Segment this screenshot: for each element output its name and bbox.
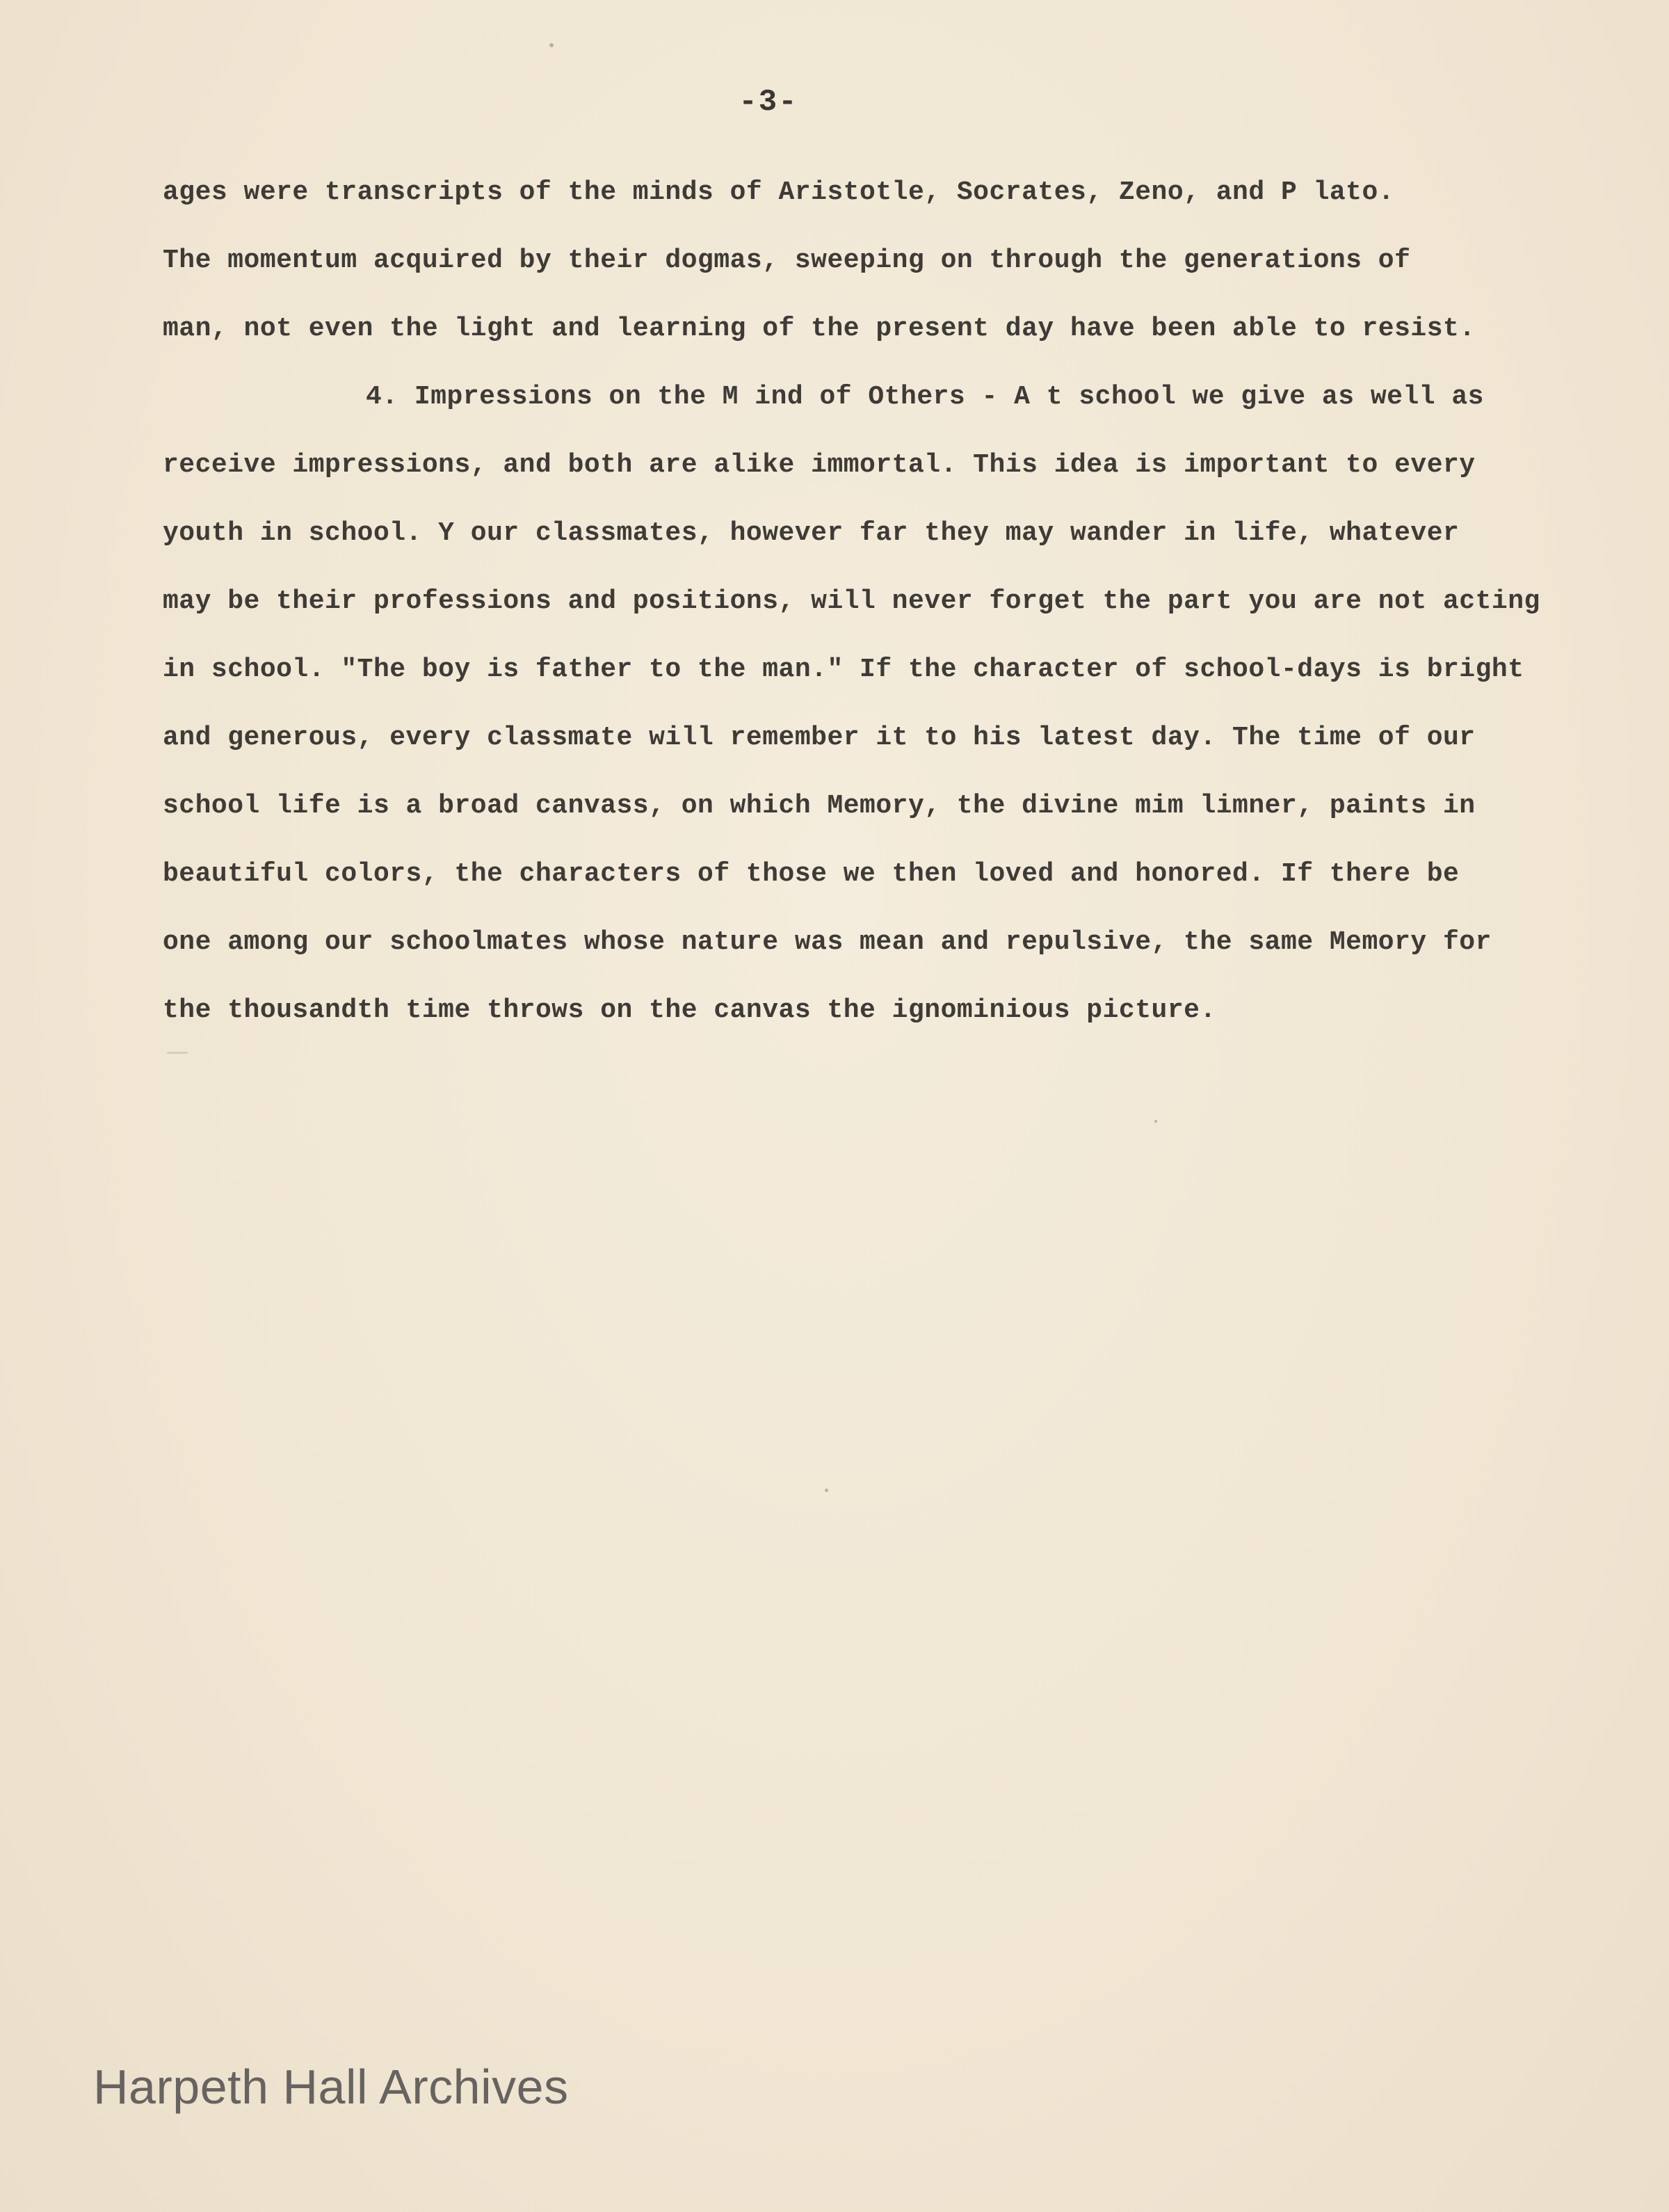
paper-speck	[825, 1489, 828, 1492]
text-line: receive impressions, and both are alike immortal. This idea is important to every	[163, 450, 1476, 480]
text-line: may be their professions and positions, will never forget the part you are not acting	[163, 586, 1540, 616]
text-line: ages were transcripts of the minds of Aristotle, Socrates, Zeno, and P lato.	[163, 177, 1395, 207]
text-line-section-heading: 4. Impressions on the M ind of Others - A t school we give as well as	[366, 382, 1484, 412]
text-line: The momentum acquired by their dogmas, sweeping on through the generations of	[163, 246, 1411, 275]
archive-watermark: Harpeth Hall Archives	[93, 2060, 569, 2114]
text-line: one among our schoolmates whose nature was mean and repulsive, the same Memory for	[163, 927, 1492, 957]
typed-body-text	[163, 159, 1637, 1045]
page-number: -3-	[739, 85, 798, 120]
paper-speck	[549, 43, 554, 47]
text-line: and generous, every classmate will remember it to his latest day. The time of our	[163, 723, 1476, 753]
paper-mark	[167, 1052, 188, 1054]
text-line: man, not even the light and learning of the present day have been able to resist.	[163, 314, 1476, 344]
text-line: the thousandth time throws on the canvas the ignominious picture.	[163, 995, 1216, 1025]
paper-speck	[1154, 1120, 1157, 1123]
text-line: school life is a broad canvass, on which Memory, the divine mim limner, paints in	[163, 791, 1476, 821]
text-line: beautiful colors, the characters of those we then loved and honored. If there be	[163, 859, 1460, 889]
text-line: in school. "The boy is father to the man." If the character of school-days is bright	[163, 655, 1524, 684]
text-line: youth in school. Y our classmates, however far they may wander in life, whatever	[163, 518, 1460, 548]
